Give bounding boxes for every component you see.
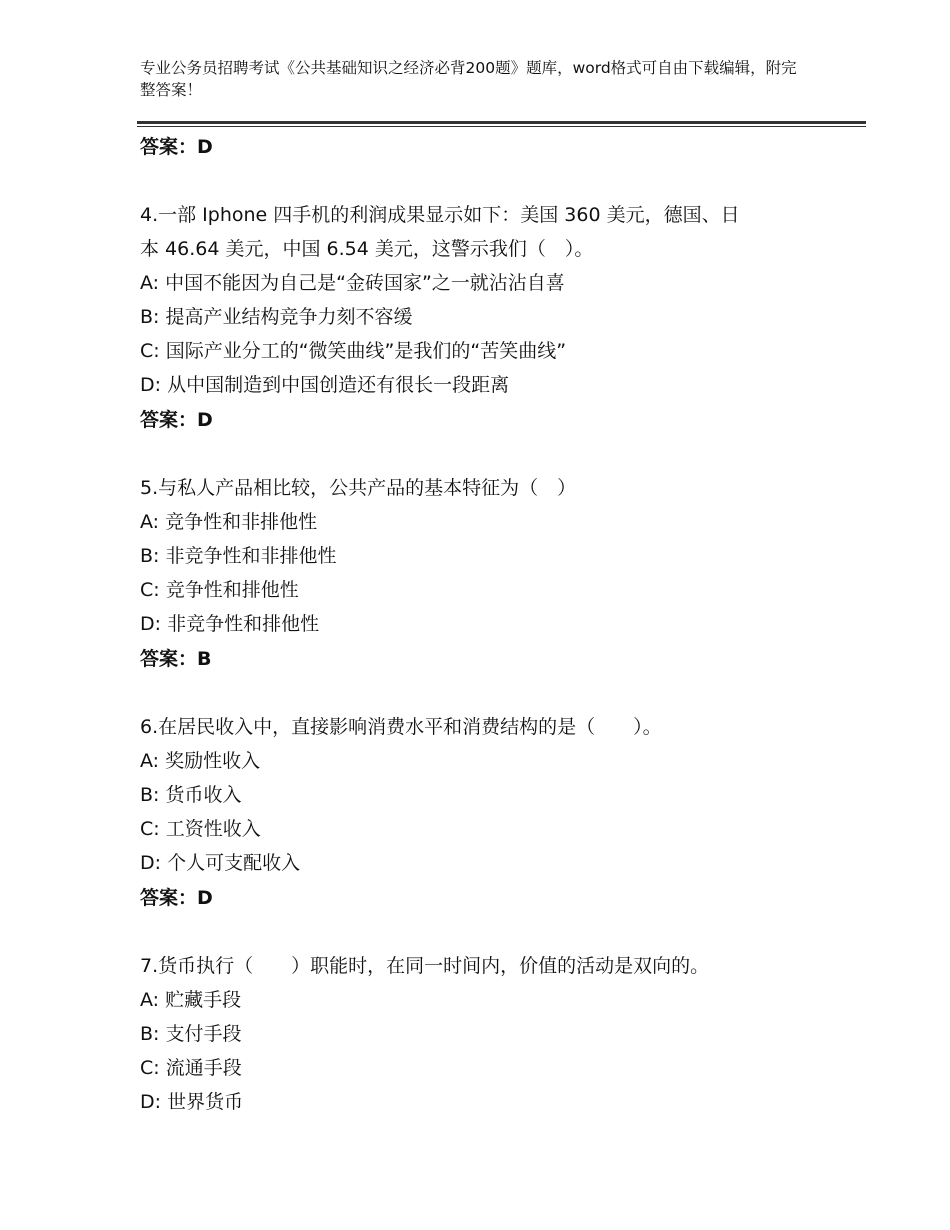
question-5-option-a: A: 竞争性和非排他性 [140, 511, 318, 533]
question-4-option-d: D: 从中国制造到中国创造还有很长一段距离 [140, 374, 510, 396]
question-6-option-b: B: 货币收入 [140, 784, 242, 806]
question-7-stem: 7.货币执行（ ）职能时，在同一时间内，价值的活动是双向的。 [140, 955, 710, 977]
question-5-option-c: C: 竞争性和排他性 [140, 579, 299, 601]
question-6-stem: 6.在居民收入中，直接影响消费水平和消费结构的是（ ）。 [140, 716, 662, 738]
question-4-option-b: B: 提高产业结构竞争力刻不容缓 [140, 306, 413, 328]
question-7-option-a: A: 贮藏手段 [140, 989, 242, 1011]
question-5-option-b: B: 非竞争性和非排他性 [140, 545, 337, 567]
question-4-option-c: C: 国际产业分工的“微笑曲线”是我们的“苦笑曲线” [140, 340, 567, 362]
question-7-option-c: C: 流通手段 [140, 1057, 242, 1079]
answer-q4: 答案：D [140, 409, 213, 431]
question-4-stem-line1: 4.一部 Iphone 四手机的利润成果显示如下：美国 360 美元，德国、日 [140, 204, 740, 226]
answer-q6: 答案：D [140, 887, 213, 909]
question-4-stem-line2: 本 46.64 美元，中国 6.54 美元，这警示我们（ ）。 [140, 238, 594, 260]
header-divider-thin [137, 126, 866, 127]
question-5-stem: 5.与私人产品相比较，公共产品的基本特征为（ ） [140, 477, 577, 499]
header-divider-thick [137, 121, 866, 124]
question-6-option-c: C: 工资性收入 [140, 818, 261, 840]
document-header: 专业公务员招聘考试《公共基础知识之经济必背200题》题库，word格式可自由下载编辑，附完整答案！ [140, 59, 797, 99]
question-7-option-d: D: 世界货币 [140, 1091, 244, 1113]
question-6-option-d: D: 个人可支配收入 [140, 852, 301, 874]
question-4-option-a: A: 中国不能因为自己是“金砖国家”之一就沾沾自喜 [140, 272, 565, 294]
answer-q3: 答案：D [140, 136, 213, 158]
question-5-option-d: D: 非竞争性和排他性 [140, 613, 320, 635]
question-6-option-a: A: 奖励性收入 [140, 750, 261, 772]
question-7-option-b: B: 支付手段 [140, 1023, 242, 1045]
answer-q5: 答案：B [140, 648, 212, 670]
